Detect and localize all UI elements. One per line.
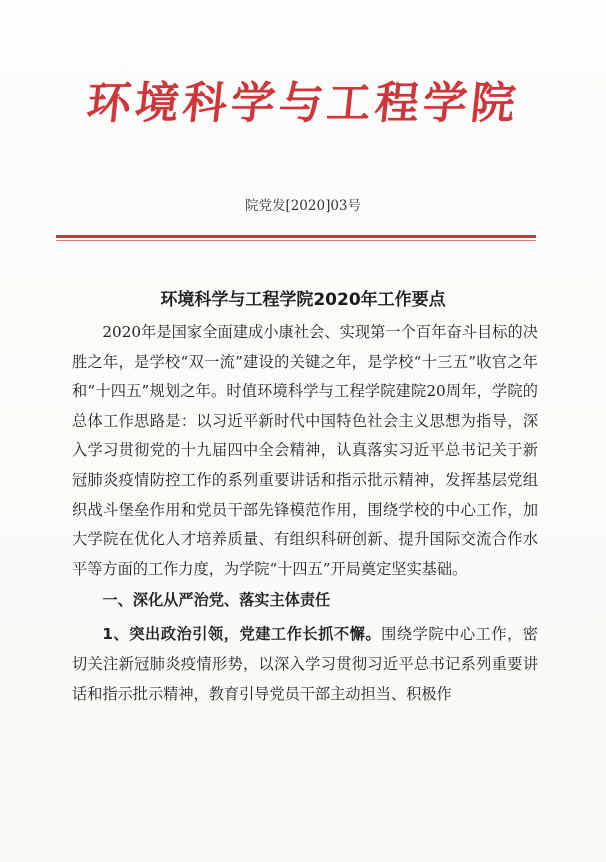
intro-paragraph: 2020年是国家全面建成小康社会、实现第一个百年奋斗目标的决胜之年，是学校“双一流”建设的关键之年，是学校“十三五”收官之年和“十四五”规划之年。时值环境科学与工程学院建院20周年，学院的总体工作思路是：以习近平新时代中国特色社会主义思想为指导，深入学习贯彻党的十九届四中全会精神，认真落实习近平总书记关于新冠肺炎疫情防控工作的系列重要讲话和指示批示精神，发挥基层党组织战斗堡垒作用和党员干部先锋模范作用，围绕学校的中心工作，加大学院在优化人才培养质量、有组织科研创新、提升国际交流合作水平等方面的工作力度，为学院“十四五”开局奠定坚实基础。 [72, 323, 538, 578]
document-number: 院党发[2020]03号 [244, 198, 362, 214]
document-title: 环境科学与工程学院2020年工作要点 [160, 290, 446, 310]
item-lead: 1、突出政治引领，党建工作长抓不懈。 [102, 625, 382, 644]
red-divider-line [56, 235, 536, 238]
section-heading: 一、深化从严治党、落实主体责任 [102, 591, 331, 610]
item-text: 围绕学院中心工作，密切关注新冠肺炎疫情形势，以深入学习贯彻习近平总书记系列重要讲话和指示批示精神，教育引导党员干部主动担当、积极作 [72, 625, 538, 703]
item-paragraph [72, 620, 538, 709]
document-body [72, 318, 538, 709]
masthead-title: 环境科学与工程学院 [84, 78, 522, 129]
red-divider-line-thin [56, 240, 536, 241]
